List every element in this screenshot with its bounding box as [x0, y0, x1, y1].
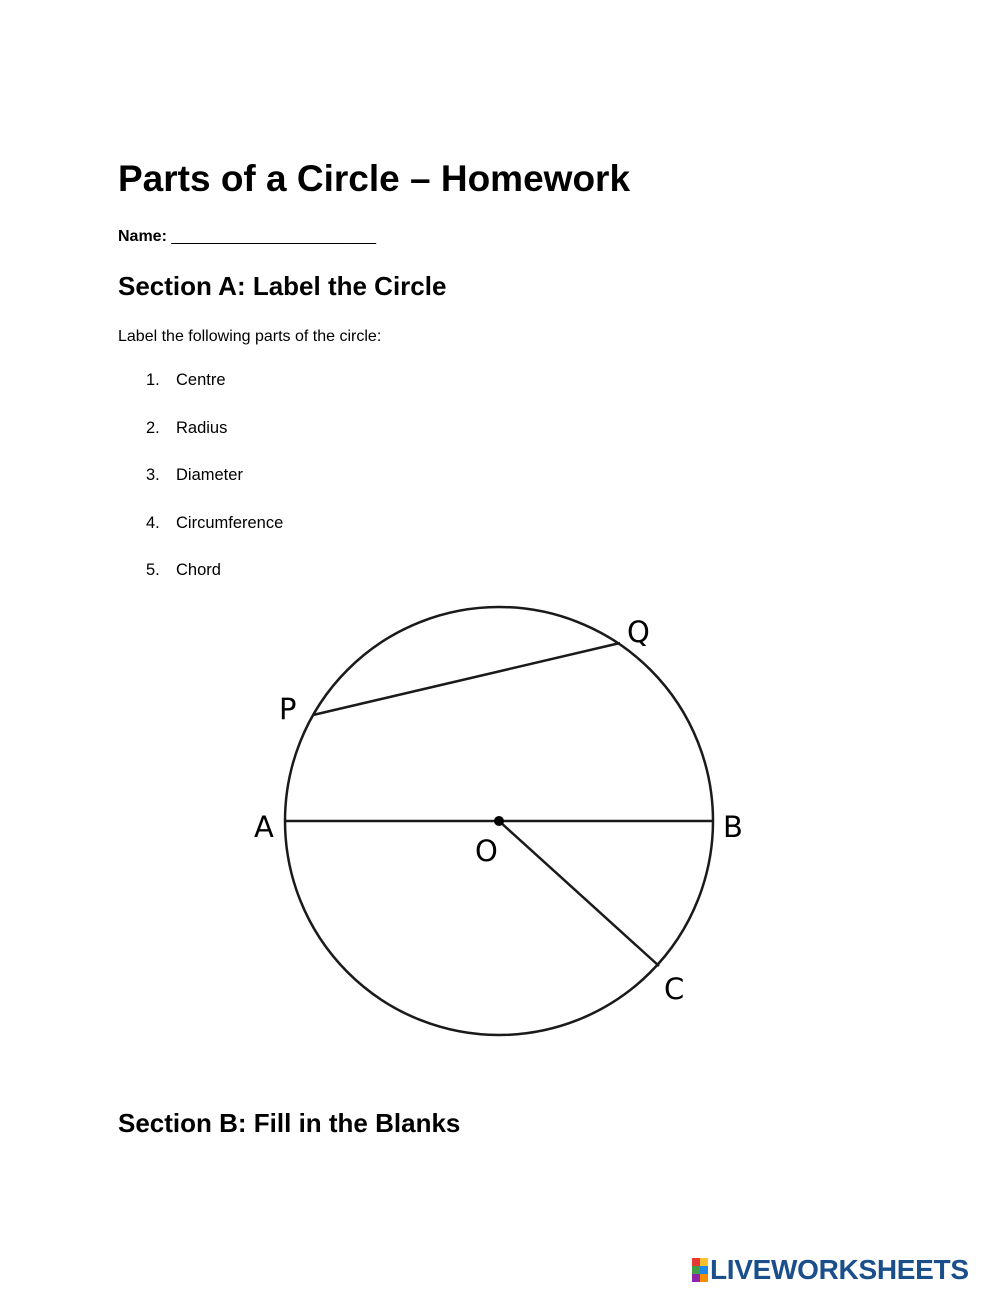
logo-tile: [692, 1266, 700, 1274]
page-title: Parts of a Circle – Homework: [118, 158, 631, 199]
chord-pq: [313, 643, 620, 715]
point-label-b: B: [723, 810, 743, 844]
list-item-text: Radius: [176, 418, 228, 437]
point-label-p: P: [279, 692, 297, 726]
list-item-number: 1.: [146, 371, 160, 389]
point-label-c: C: [664, 972, 685, 1006]
list-item-text: Diameter: [176, 466, 243, 485]
logo-tile: [700, 1258, 708, 1266]
list-item-text: Circumference: [176, 513, 284, 532]
centre-point: [494, 816, 504, 826]
list-item-number: 2.: [146, 418, 160, 437]
liveworksheets-logo: [692, 1253, 969, 1287]
list-item-text: Chord: [176, 561, 221, 580]
logo-tile: [692, 1274, 700, 1282]
list-item-number: 5.: [146, 561, 160, 580]
radius-oc: [499, 821, 659, 966]
logo-tile: [700, 1266, 708, 1274]
logo-tile: [692, 1258, 700, 1266]
section-a-instruction: Label the following parts of the circle:: [118, 328, 382, 345]
name-blank-line[interactable]: _______________________: [171, 228, 377, 245]
point-label-q: Q: [627, 615, 650, 649]
section-b-heading: Section B: Fill in the Blanks: [118, 1108, 461, 1138]
logo-tile: [700, 1274, 708, 1282]
list-item-number: 4.: [146, 513, 160, 532]
point-label-a: A: [254, 810, 274, 844]
list-item-number: 3.: [146, 466, 160, 485]
list-item-text: Centre: [176, 371, 226, 389]
liveworksheets-logo-icon: [692, 1258, 708, 1282]
logo-text: LIVEWORKSHEETS: [710, 1254, 969, 1285]
name-label: Name:: [118, 228, 167, 245]
section-a-heading: Section A: Label the Circle: [118, 271, 447, 301]
point-label-o: O: [475, 834, 498, 868]
